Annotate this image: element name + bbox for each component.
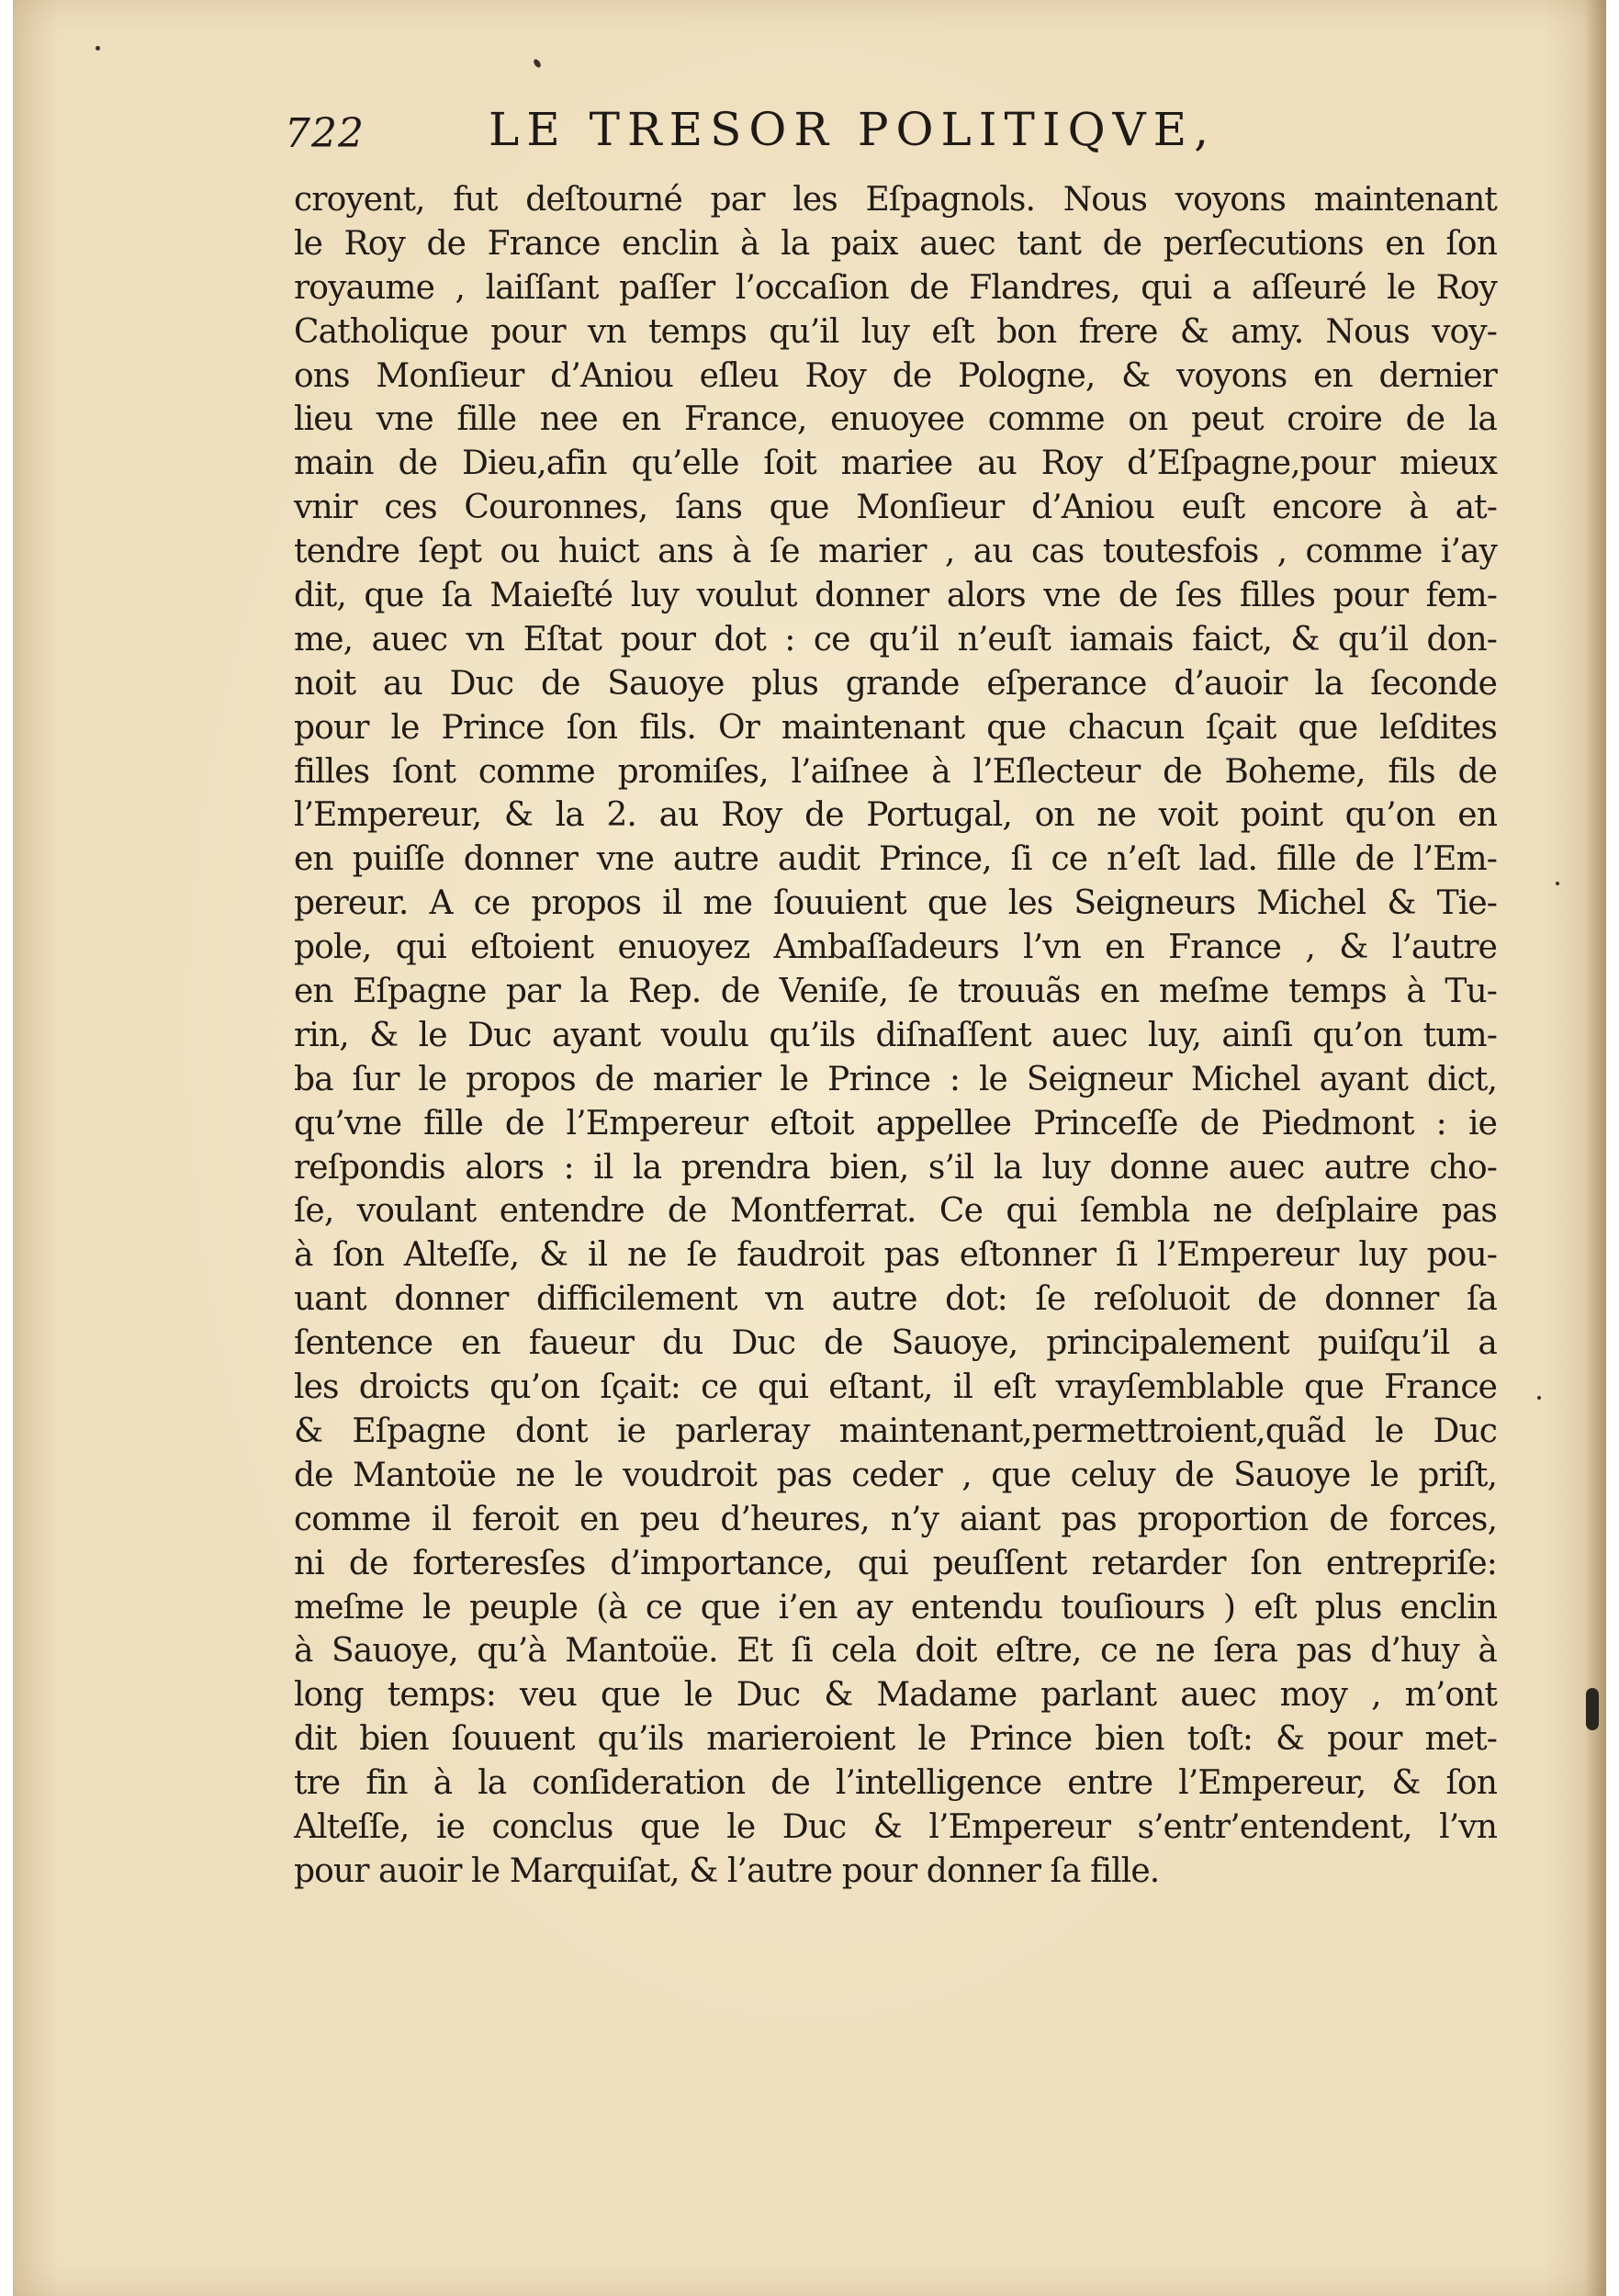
text-line: & Eſpagne dont ie parleray maintenant,permettroient,quãd le Duc [294, 1412, 1497, 1450]
text-line: de Mantoüe ne le voudroit pas ceder , que celuy de Sauoye le priſt, [294, 1456, 1497, 1494]
text-line: l’Empereur, & la 2. au Roy de Portugal, on ne voit point qu’on en [294, 796, 1497, 835]
text-line: les droicts qu’on ſçait: ce qui eſtant, il eſt vrayſemblable que France [294, 1368, 1497, 1407]
text-line: tendre ſept ou huict ans à ſe marier , au cas toutesfois , comme i’ay [294, 533, 1497, 571]
ink-speck [96, 46, 100, 51]
text-line: à ſon Alteſſe, & il ne ſe faudroit pas eſtonner ſi l’Empereur luy pou- [294, 1236, 1497, 1275]
text-line: ſe, voulant entendre de Montferrat. Ce qui ſembla ne deſplaire pas [294, 1192, 1497, 1231]
text-line: long temps: veu que le Duc & Madame parlant auec moy , m’ont [294, 1676, 1497, 1715]
ink-speck [1537, 1396, 1541, 1400]
text-line: royaume , laiſſant paſſer l’occaſion de Flandres, qui a aſſeuré le Roy [294, 268, 1497, 307]
text-line: pereur. A ce propos il me ſouuient que les Seigneurs Michel & Tie- [294, 884, 1497, 923]
text-line: en puiſſe donner vne autre audit Prince, ſi ce n’eſt lad. fille de l’Em- [294, 840, 1497, 879]
page-header [285, 103, 1295, 167]
text-line: à Sauoye, qu’à Mantoüe. Et ſi cela doit eſtre, ce ne ſera pas d’huy à [294, 1632, 1497, 1671]
page-gutter-shadow [1584, 0, 1606, 2296]
ink-speck [533, 58, 543, 69]
text-line: croyent, fut deſtourné par les Eſpagnols. Nous voyons maintenant [294, 181, 1497, 219]
text-line: ſentence en faueur du Duc de Sauoye, principalement puiſqu’il a [294, 1324, 1497, 1363]
text-line: reſpondis alors : il la prendra bien, s’il la luy donne auec autre cho- [294, 1148, 1497, 1187]
text-line: filles ſont comme promiſes, l’aiſnee à l’Eſlecteur de Boheme, fils de [294, 752, 1497, 791]
text-line: ons Monſieur d’Aniou eſleu Roy de Pologne, & voyons en dernier [294, 356, 1497, 395]
text-line: Catholique pour vn temps qu’il luy eſt bon frere & amy. Nous voy- [294, 312, 1497, 351]
text-line: pole, qui eſtoient enuoyez Ambaſſadeurs l’vn en France , & l’autre [294, 929, 1497, 967]
ink-speck [1556, 882, 1559, 885]
text-line: uant donner difficilement vn autre dot: ſe reſoluoit de donner ſa [294, 1280, 1497, 1319]
text-line: dit, que ſa Maieſté luy voulut donner alors vne de ſes filles pour fem- [294, 577, 1497, 615]
text-line: rin, & le Duc ayant voulu qu’ils diſnaſſent auec luy, ainſi qu’on tum- [294, 1016, 1497, 1054]
page-number: 722 [285, 110, 365, 157]
text-line: le Roy de France enclin à la paix auec tant de perſecutions en ſon [294, 224, 1497, 263]
text-line: dit bien ſouuent qu’ils marieroient le Prince bien toſt: & pour met- [294, 1720, 1497, 1759]
text-line: en Eſpagne par la Rep. de Veniſe, ſe trouuãs en meſme temps à Tu- [294, 973, 1497, 1011]
edge-ink-mark [1586, 1688, 1599, 1730]
body-text [294, 178, 1497, 1894]
text-line: ba ſur le propos de marier le Prince : le Seigneur Michel ayant dict, [294, 1060, 1497, 1098]
text-line: vnir ces Couronnes, ſans que Monſieur d’Aniou euſt encore à at- [294, 489, 1497, 527]
text-line: me, auec vn Eſtat pour dot : ce qu’il n’euſt iamais faict, & qu’il don- [294, 620, 1497, 658]
text-line: pour auoir le Marquiſat, & l’autre pour donner ſa fille. [294, 1851, 1160, 1890]
text-line: qu’vne fille de l’Empereur eſtoit appellee Princeſſe de Piedmont : ie [294, 1104, 1497, 1142]
text-line: Alteſſe, ie conclus que le Duc & l’Empereur s’entr’entendent, l’vn [294, 1807, 1497, 1846]
text-line: noit au Duc de Sauoye plus grande eſperance d’auoir la ſeconde [294, 664, 1497, 703]
text-line: pour le Prince ſon fils. Or maintenant que chacun ſçait que leſdites [294, 708, 1497, 747]
running-title: LE TRESOR POLITIQVE, [489, 103, 1217, 156]
text-line: lieu vne fille nee en France, enuoyee comme on peut croire de la [294, 400, 1497, 439]
text-line: meſme le peuple (à ce que i’en ay entendu touſiours ) eſt plus enclin [294, 1588, 1497, 1626]
text-line: comme il feroit en peu d’heures, n’y aiant pas proportion de forces, [294, 1500, 1497, 1538]
text-line: main de Dieu,afin qu’elle ſoit mariee au Roy d’Eſpagne,pour mieux [294, 445, 1497, 483]
text-line: tre fin à la conſideration de l’intelligence entre l’Empereur, & ſon [294, 1764, 1497, 1803]
book-page [13, 0, 1606, 2296]
text-line: ni de forteresſes d’importance, qui peuſſent retarder ſon entrepriſe: [294, 1544, 1497, 1582]
